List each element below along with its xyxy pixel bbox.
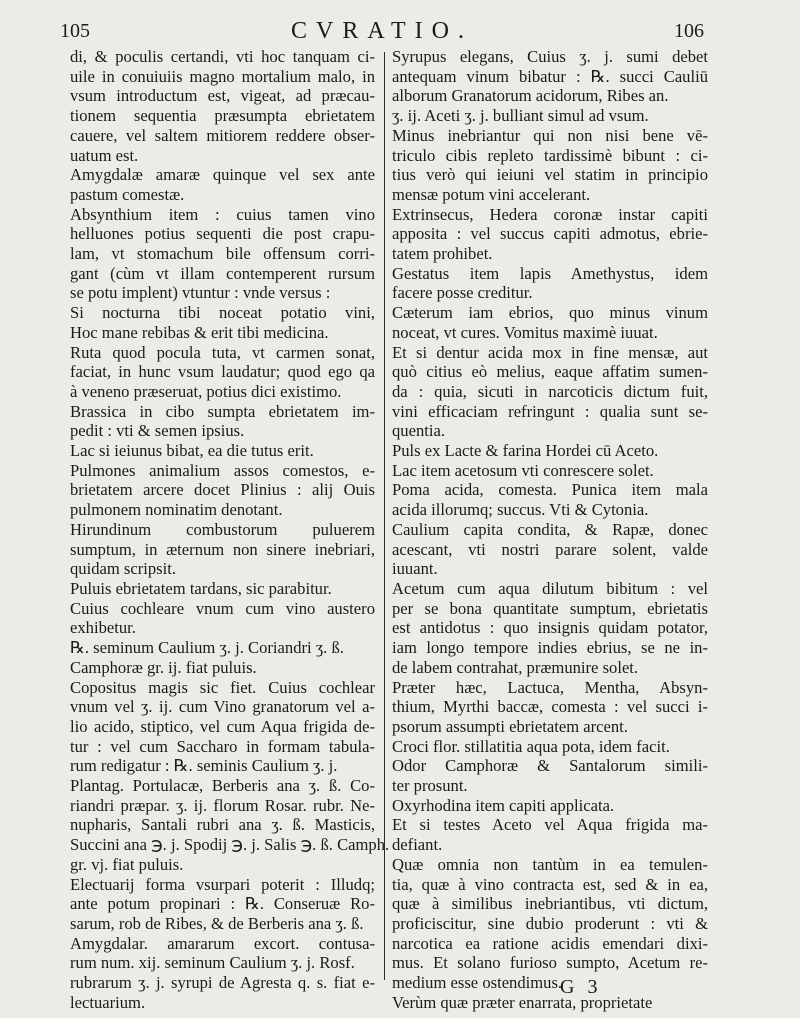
text-line: Extrinsecus, Hedera coronæ instar capiti (392, 204, 708, 224)
text-line: tionem sequentia præsumpta ebrietatem (70, 106, 375, 126)
text-line: mensæ potum vini accelerant. (392, 184, 591, 204)
text-line: Oxyrhodina item capiti applicata. (392, 795, 615, 815)
text-line: noceat, vt cures. Vomitus maximè iuuat. (392, 322, 658, 342)
text-line: proficiscitur, sine dubio proderunt : vti & (392, 913, 708, 933)
text-line: Hoc mane rebibas & erit tibi medicina. (70, 322, 329, 342)
text-line: medium esse ostendimus. (392, 973, 563, 993)
text-line: Pulmones animalium assos comestos, e- (70, 460, 375, 480)
text-line: faciat, in hunc vsum laudatur; quod ego qa (70, 362, 375, 382)
text-line: pulmonem nominatim denotant. (70, 500, 283, 520)
text-line: exhibetur. (70, 618, 136, 638)
text-line: tur : vel cum Saccharo in formam tabula- (70, 736, 375, 756)
text-line: Odor Camphoræ & Santalorum simili- (392, 756, 708, 776)
text-line: Gestatus item lapis Amethystus, idem (392, 263, 708, 283)
text-line: di, & poculis certandi, vti hoc tanquam ci- (70, 47, 375, 66)
left-column (70, 47, 390, 1012)
text-line: est antidotus : quo insignis quidam potator, (392, 618, 708, 638)
text-line: Præter hæc, Lactuca, Mentha, Absyn- (392, 677, 708, 697)
text-line: Absynthium item : cuius tamen vino (70, 204, 375, 224)
text-line: Quæ omnia non tantùm in ea temulen- (392, 854, 708, 874)
text-line: Si nocturna tibi noceat potatio vini, (70, 303, 375, 323)
text-line: Puluis ebrietatem tardans, sic parabitur. (70, 578, 332, 598)
running-title: CVRATIO. (290, 18, 473, 44)
text-line: Plantag. Portulacæ, Berberis ana ʒ. ß. Co- (70, 776, 375, 796)
text-line: antequam vinum bibatur : ℞. succi Cauliū (392, 66, 708, 86)
text-line: pastum comestæ. (70, 184, 185, 204)
text-line: cauere, vel saltem mitiorem reddere obser- (70, 125, 375, 145)
text-line: Syrupus elegans, Cuius ʒ. j. sumi debet (392, 47, 708, 66)
text-line: de labem contrahat, præmunire solet. (392, 657, 639, 677)
text-line: lio acido, stiptico, vel cum Aqua frigida de- (70, 716, 375, 736)
text-line: rubrarum ʒ. j. syrupi de Agresta q. s. fiat e- (70, 973, 375, 993)
text-line: Copositus magis sic fiet. Cuius cochlear (70, 677, 375, 697)
page-header (60, 18, 704, 50)
text-line: Brassica in cibo sumpta ebrietatem im- (70, 401, 375, 421)
text-line: lam, vt stomachum bile offensum corri- (70, 244, 375, 264)
text-line: mus. Et solano furioso sumpto, Acetum re- (392, 953, 708, 973)
text-line: facere posse creditur. (392, 283, 533, 303)
text-line: iam longo tempore indies ebrius, se ne in- (392, 638, 708, 658)
text-line: tia, quæ à vino contracta est, sed & in ea, (392, 874, 708, 894)
text-line: Verùm quæ præter enarrata, proprietate (392, 992, 653, 1012)
text-line: Lac item acetosum vti conrescere solet. (392, 460, 654, 480)
text-line: ʒ. ij. Aceti ʒ. j. bulliant simul ad vsum. (392, 106, 649, 126)
text-line: acida illorumq; succus. Vti & Cytonia. (392, 500, 649, 520)
text-line: nupharis, Santali rubri ana ʒ. ß. Masticis, (70, 815, 375, 835)
right-page-number: 106 (674, 20, 704, 42)
left-page-number: 105 (60, 20, 90, 42)
text-line: Amygdalæ amaræ quinque vel sex ante (70, 165, 375, 185)
text-line: rum redigatur : ℞. seminis Caulium ʒ. j. (70, 756, 338, 776)
text-line: Caulium capita condita, & Rapæ, donec (392, 519, 708, 539)
text-line: Succini ana ℈. j. Spodij ℈. j. Salis ℈. ß. Camph. (70, 835, 390, 855)
text-line: Acetum cum aqua dilutum bibitum : vel (392, 578, 708, 598)
text-line: riandri præpar. ʒ. ij. florum Rosar. rubr. Ne- (70, 795, 375, 815)
text-line: tius verò qui ieiuni vel statim in principio (392, 165, 708, 185)
text-line: ℞. seminum Caulium ʒ. j. Coriandri ʒ. ß. (70, 638, 344, 658)
text-line: alborum Granatorum acidorum, Ribes an. (392, 86, 669, 106)
text-line: sumptum, in æternum non sinere inebriari, (70, 539, 375, 559)
text-line: Et si dentur acida mox in fine mensæ, aut (392, 342, 708, 362)
text-line: vsum introductum est, vigeat, ad præcau- (70, 86, 375, 106)
text-line: Amygdalar. amararum excort. contusa- (70, 933, 375, 953)
right-column (392, 47, 708, 1012)
text-line: rum num. xij. seminum Caulium ʒ. j. Rosf. (70, 953, 355, 973)
text-line: quò citius eò melius, eaque affatim sumen- (392, 362, 708, 382)
text-line: quentia. (392, 421, 445, 441)
text-line: Hirundinum combustorum puluerem (70, 519, 375, 539)
text-line: lectuarium. (70, 992, 146, 1012)
text-line: iuuant. (392, 559, 438, 579)
text-line: se potu implent) vtuntur : vnde versus : (70, 283, 331, 303)
text-line: Cuius cochleare vnum cum vino austero (70, 598, 375, 618)
text-line: ter prosunt. (392, 776, 468, 796)
text-line: Electuarij forma vsurpari poterit : Illudq; (70, 874, 375, 894)
text-line: quæ à similibus inebriantibus, vti dictum, (392, 894, 708, 914)
text-line: Poma acida, comesta. Punica item mala (392, 480, 708, 500)
text-line: uile in conuiuiis magno mortalium malo, in (70, 66, 375, 86)
text-line: pedit : vti & semen ipsius. (70, 421, 245, 441)
text-line: Ruta quod pocula tuta, vt carmen sonat, (70, 342, 375, 362)
text-line: uatum est. (70, 145, 139, 165)
text-line: da : quia, sicuti in narcoticis dictum fuit, (392, 381, 708, 401)
text-line: helluones potius sequenti die post crapu- (70, 224, 375, 244)
signature-mark: G 3 (560, 976, 602, 998)
text-line: Puls ex Lacte & farina Hordei cū Aceto. (392, 441, 659, 461)
text-line: Cæterum iam ebrios, quo minus vinum (392, 303, 708, 323)
text-line: per se bona quantitate sumptum, ebrietatis (392, 598, 708, 618)
text-line: acescant, vti nostri parare solent, valde (392, 539, 708, 559)
text-line: narcotica ea ratione acidis emendari dixi- (392, 933, 708, 953)
text-line: thium, Myrthi baccæ, comesta : vel succi i- (392, 697, 708, 717)
text-line: Camphoræ gr. ij. fiat puluis. (70, 657, 257, 677)
text-line: à veneno præseruat, potius dici existimo. (70, 381, 342, 401)
text-line: Minus inebriantur qui non nisi bene vē- (392, 125, 708, 145)
text-line: gr. vj. fiat puluis. (70, 854, 184, 874)
text-line: quidam scripsit. (70, 559, 177, 579)
text-line: sarum, rob de Ribes, & de Berberis ana ʒ. ß. (70, 913, 364, 933)
text-line: Lac si ieiunus bibat, ea die tutus erit. (70, 441, 314, 461)
text-line: apposita : vel succus capiti admotus, ebrie- (392, 224, 708, 244)
text-line: tatem prohibet. (392, 244, 493, 264)
text-line: Et si testes Aceto vel Aqua frigida ma- (392, 815, 708, 835)
text-line: psorum assumpti ebrietatem arcent. (392, 716, 628, 736)
text-line: triculo cibis repleto tardissimè bibunt : ci- (392, 145, 708, 165)
text-line: gant (cùm vt illam contemperent rursum (70, 263, 375, 283)
text-line: vini efficaciam refringunt : qualia sunt se- (392, 401, 708, 421)
text-line: defiant. (392, 835, 443, 855)
text-line: ante potum propinari : ℞. Conseruæ Ro- (70, 894, 375, 914)
text-line: Croci flor. stillatitia aqua pota, idem facit. (392, 736, 670, 756)
text-line: vnum vel ʒ. ij. cum Vino granatorum vel a- (70, 697, 375, 717)
text-line: brietatem arcere docet Plinius : alij Ouis (70, 480, 375, 500)
